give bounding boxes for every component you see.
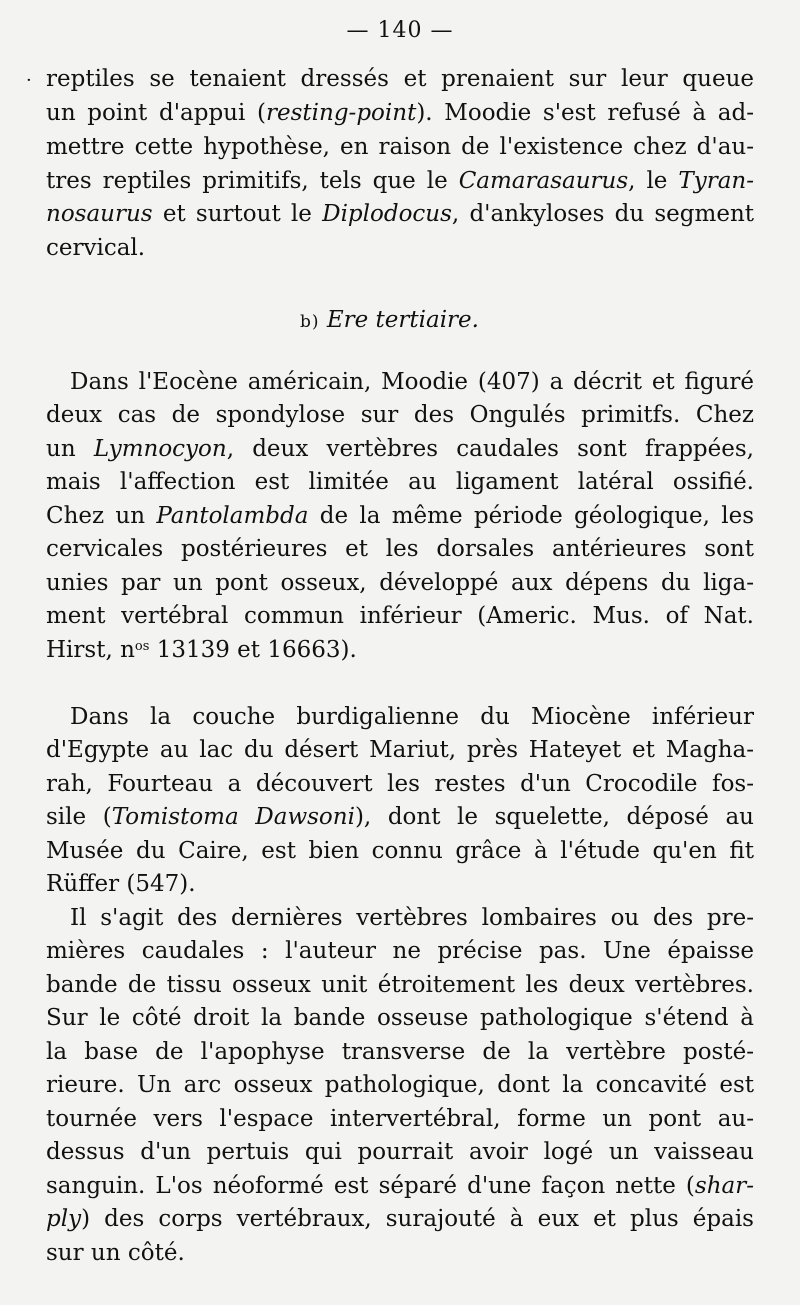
margin-mark: · [26,70,32,91]
text-line: ply) des corps vertébraux, surajouté à eux et plus épais [46,1206,754,1232]
text-line: Dans la couche burdigalienne du Miocène inférieur [70,704,754,730]
text-line: ment vertébral commun inférieur (Americ. Mus. of Nat. [46,603,754,629]
text-line: Dans l'Eocène américain, Moodie (407) a décrit et figuré [70,369,754,395]
text-line: tres reptiles primitifs, tels que le Camarasaurus, le Tyran- [46,168,755,194]
text-line: Sur le côté droit la bande osseuse pathologique s'étend à [46,1005,754,1031]
text-line: un Lymnocyon, deux vertèbres caudales sont frappées, [46,436,754,462]
text-line: nosaurus et surtout le Diplodocus, d'ankyloses du segment [46,201,754,227]
text-line: bande de tissu osseux unit étroitement les deux vertèbres. [46,972,754,998]
text-line: sur un côté. [46,1240,185,1266]
text-line: rieure. Un arc osseux pathologique, dont la concavité est [46,1072,754,1098]
text-line: mières caudales : l'auteur ne précise pas. Une épaisse [46,938,754,964]
text-line: Hirst, $n^{os}$ 13139 et 16663). [46,637,357,663]
section-heading: b) Ere tertiaire. [300,307,479,333]
text-line: Chez un Pantolambda de la même période géologique, les [46,503,755,529]
text-line: mais l'affection est limitée au ligament latéral ossifié. [46,469,754,495]
text-line: cervical. [46,235,146,261]
text-line: rah, Fourteau a découvert les restes d'un Crocodile fos- [46,771,754,797]
text-line: sanguin. L'os néoformé est séparé d'une façon nette (shar- [46,1173,754,1199]
text-line: deux cas de spondylose sur des Ongulés primitfs. Chez [46,402,754,428]
text-line: Musée du Caire, est bien connu grâce à l'étude qu'en fit [46,838,754,864]
text-line: sile (Tomistoma Dawsoni), dont le squelette, déposé au [46,804,754,830]
text-line: d'Egypte au lac du désert Mariut, près Hateyet et Magha- [46,737,754,763]
page-number: — 140 — [346,18,454,43]
text-line: un point d'appui (resting-point). Moodie s'est refusé à ad- [46,100,755,126]
text-line: tournée vers l'espace intervertébral, forme un pont au- [46,1106,754,1132]
text-line: unies par un pont osseux, développé aux dépens du liga- [46,570,754,596]
text-line: Rüffer (547). [46,871,196,897]
text-line: cervicales postérieures et les dorsales antérieures sont [46,536,754,562]
text-line: la base de l'apophyse transverse de la vertèbre posté- [46,1039,754,1065]
text-line: Il s'agit des dernières vertèbres lombaires ou des pre- [70,905,754,931]
text-line: reptiles se tenaient dressés et prenaient sur leur queue [46,66,754,92]
text-line: mettre cette hypothèse, en raison de l'existence chez d'au- [46,134,754,160]
text-line: dessus d'un pertuis qui pourrait avoir logé un vaisseau [46,1139,754,1165]
